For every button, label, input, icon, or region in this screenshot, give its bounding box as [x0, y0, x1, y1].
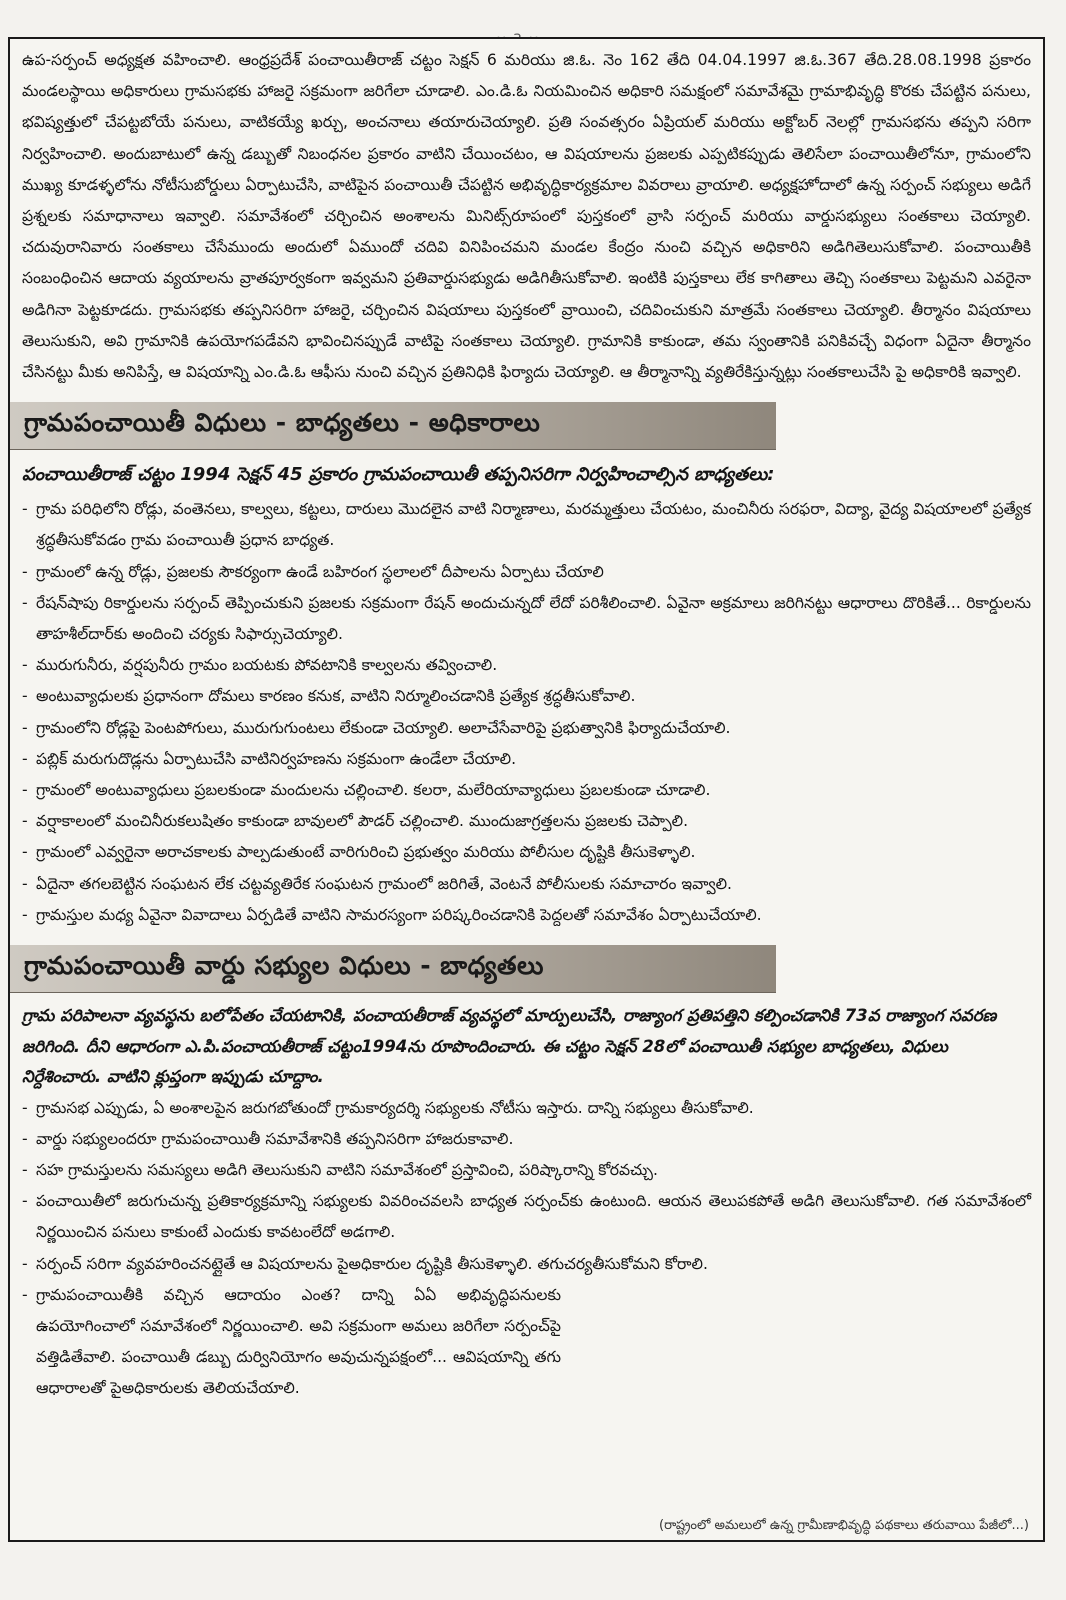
section-heading-text: గ్రామపంచాయితీ వార్డు సభ్యుల విధులు - బాధ్యతలు: [24, 950, 544, 980]
list-item: - గ్రామంలో అంటువ్యాధులు ప్రబలకుండా మందులను చల్లించాలి. కలరా, మలేరియావ్యాధులు ప్రబలకుండా చూడాలి.: [22, 775, 1031, 806]
list-item: - రేషన్‌షాపు రికార్డులను సర్పంచ్ తెప్పించుకుని ప్రజలకు సక్రమంగా రేషన్ అందుచున్నదో లేదో పరిశీలించాలి. ఏవైనా అక్రమాలు జరిగినట్టు ఆధారాలు దొరికితే... రికార్డులను తాహశీల్‌దార్‌కు అందించి చర్యకు సిఫార్సుచెయ్యాలి.: [22, 588, 1031, 650]
section-heading-panchayat-duties: [10, 402, 776, 450]
list-item: - సర్పంచ్ సరిగా వ్యవహరించనట్లైతే ఆ విషయాలను పైఅధికారుల దృష్టికి తీసుకెళ్ళాలి. తగుచర్యతీసుకోమని కోరాలి.: [22, 1249, 1031, 1280]
list-item: - మురుగునీరు, వర్షపునీరు గ్రామం బయటకు పోవటానికి కాల్వలను తవ్వించాలి.: [22, 650, 1031, 681]
list-item: - సహ గ్రామస్తులను సమస్యలు అడిగి తెలుసుకుని వాటిని సమావేశంలో ప్రస్తావించి, పరిష్కారాన్ని కోరవచ్చు.: [22, 1155, 1031, 1186]
list-item: - గ్రామపంచాయితీకి వచ్చిన ఆదాయం ఎంత? దాన్ని ఏఏ అభివృద్ధిపనులకు ఉపయోగించాలో సమావేశంలో నిర్ణయించాలి. అవి సక్రమంగా అమలు జరిగేలా సర్పంచ్‌పై వత్తిడితేవాలి. పంచాయితీ డబ్బు దుర్వినియోగం అవుచున్నపక్షంలో... ఆవిషయాన్ని తగు ఆధారాలతో పైఅధికారులకు తెలియచేయాలి.: [22, 1280, 1031, 1405]
section-heading-ward-member-duties: [10, 945, 776, 993]
list-item: - గ్రామంలో ఉన్న రోడ్లు, ప్రజలకు సౌకర్యంగా ఉండే బహిరంగ స్థలాలలో దీపాలను ఏర్పాటు చేయాలి: [22, 557, 1031, 588]
document-page: [8, 37, 1045, 1542]
list-item: - అంటువ్యాధులకు ప్రధానంగా దోమలు కారణం కనుక, వాటిని నిర్మూలించడానికి ప్రత్యేక శ్రద్ధతీసుకోవాలి.: [22, 681, 1031, 712]
list-item: - పంచాయితీలో జరుగుచున్న ప్రతికార్యక్రమాన్ని సభ్యులకు వివరించవలసి బాధ్యత సర్పంచ్‌కు ఉంటుంది. ఆయన తెలుపకపోతే అడిగి తెలుసుకోవాలి. గత సమావేశంలో నిర్ణయించిన పనులు కాకుంటే ఎందుకు కావటంలేదో అడగాలి.: [22, 1186, 1031, 1248]
list-item: - గ్రామ పరిధిలోని రోడ్లు, వంతెనలు, కాల్వలు, కట్టలు, దారులు మొదలైన వాటి నిర్మాణాలు, మరమ్మత్తులు చేయటం, మంచినీరు సరఫరా, విద్యా, వైద్య విషయాలలో ప్రత్యేక శ్రద్ధతీసుకోవడం గ్రామ పంచాయితీ ప్రధాన బాధ్యత.: [22, 494, 1031, 556]
section-heading-text: గ్రామపంచాయితీ విధులు - బాధ్యతలు - అధికారాలు: [24, 407, 541, 437]
panchayat-duties-list: [22, 494, 1031, 931]
continued-footnote: (రాష్ట్రంలో అమలులో ఉన్న గ్రామీణాభివృద్ధి పథకాలు తరువాయి పేజీలో...): [651, 1518, 1029, 1536]
list-item: - గ్రామసభ ఎప్పుడు, ఏ అంశాలపైన జరుగబోతుందో గ్రామకార్యదర్శి సభ్యులకు నోటీసు ఇస్తారు. దాన్ని సభ్యులు తీసుకోవాలి.: [22, 1093, 1031, 1124]
ward-member-duties-list: [22, 1093, 1031, 1405]
list-item: - వార్డు సభ్యులందరూ గ్రామపంచాయితీ సమావేశానికి తప్పనిసరిగా హాజరుకావాలి.: [22, 1124, 1031, 1155]
list-item: - ఏదైనా తగలబెట్టిన సంఘటన లేక చట్టవ్యతిరేక సంఘటన గ్రామంలో జరిగితే, వెంటనే పోలీసులకు సమాచారం ఇవ్వాలి.: [22, 869, 1031, 900]
ward-members-intro: గ్రామ పరిపాలనా వ్యవస్థను బలోపేతం చేయటానికి, పంచాయతీరాజ్ వ్యవస్థలో మార్పులుచేసి, రాజ్యాంగ ప్రతిపత్తిని కల్పించడానికి 73వ రాజ్యాంగ సవరణ జరిగింది. దీని ఆధారంగా ఎ.పి.పంచాయతీరాజ్ చట్టం1994ను రూపొందించారు. ఈ చట్టం సెక్షన్ 28లో పంచాయితీ సభ్యుల బాధ్యతలు, విధులు నిర్దేశించారు. వాటిని క్లుప్తంగా ఇప్పుడు చూద్దాం.: [22, 1006, 997, 1087]
section45-subheading: పంచాయితీరాజ్ చట్టం 1994 సెక్షన్ 45 ప్రకారం గ్రామపంచాయితీ తప్పనిసరిగా నిర్వహించాల్సిన బాధ్యతలు:: [22, 464, 775, 486]
page-content: [10, 39, 1043, 1405]
list-item: - వర్షాకాలంలో మంచినీరుకలుషితం కాకుండా బావులలో పౌడర్ చల్లించాలి. ముందుజాగ్రత్తలను ప్రజలకు చెప్పాలి.: [22, 806, 1031, 837]
list-item: - గ్రామంలోని రోడ్లపై పెంటపోగులు, మురుగుగుంటలు లేకుండా చెయ్యాలి. అలాచేసేవారిపై ప్రభుత్వానికి ఫిర్యాదుచేయాలి.: [22, 713, 1031, 744]
intro-paragraph: ఉప-సర్పంచ్ అధ్యక్షత వహించాలి. ఆంధ్రప్రదేశ్ పంచాయితీరాజ్ చట్టం సెక్షన్ 6 మరియు జి.ఓ. నెం 162 తేది 04.04.1997 జి.ఓ.367 తేది.28.08.1998 ప్రకారం మండలస్థాయి అధికారులు గ్రామసభకు హాజరై సక్రమంగా జరిగేలా చూడాలి. ఎం.డి.ఓ నియమించిన అధికారి సమక్షంలో సమావేశమై గ్రామాభివృద్ధి కొరకు చేపట్టిన పనులు, భవిష్యత్తులో చేపట్టబోయే పనులు, వాటికయ్యే ఖర్చు, అంచనాలు తయారుచెయ్యాలి. ప్రతి సంవత్సరం ఏప్రియల్ మరియు అక్టోబర్ నెలల్లో గ్రామసభను తప్పని సరిగా నిర్వహించాలి. అందుబాటులో ఉన్న డబ్బుతో నిబంధనల ప్రకారం వాటిని చేయించటం, ఆ విషయాలను ప్రజలకు ఎప్పటికప్పుడు తెలిసేలా పంచాయితీలోనూ, గ్రామంలోని ముఖ్య కూడళ్ళలోను నోటీసుబోర్డులు ఏర్పాటుచేసి, వాటిపైన పంచాయితీ చేపట్టిన అభివృద్ధికార్యక్రమాల వివరాలు వ్రాయాలి. అధ్యక్షహోదాలో ఉన్న సర్పంచ్ సభ్యులు అడిగే ప్రశ్నలకు సమాధానాలు ఇవ్వాలి. సమావేశంలో చర్చించిన అంశాలను మినిట్స్‌రూపంలో పుస్తకంలో వ్రాసి సర్పంచ్ మరియు వార్డుసభ్యులు సంతకాలు చెయ్యాలి. చదువురానివారు సంతకాలు చేసేముందు అందులో ఏముందో చదివి వినిపించమని మండల కేంద్రం నుంచి వచ్చిన అధికారిని అడిగితెలుసుకోవాలి. పంచాయితీకి సంబంధించిన ఆదాయ వ్యయాలను వ్రాతపూర్వకంగా ఇవ్వమని ప్రతివార్డుసభ్యుడు అడిగితీసుకోవాలి. ఇంటికి పుస్తకాలు లేక కాగితాలు తెచ్చి సంతకాలు పెట్టమని ఎవరైనా అడిగినా పెట్టకూడదు. గ్రామసభకు తప్పనిసరిగా హాజరై, చర్చించిన విషయాలు పుస్తకంలో వ్రాయించి, చదివించుకుని మాత్రమే సంతకాలు చెయ్యాలి. తీర్మానం విషయాలు తెలుసుకుని, అవి గ్రామానికి ఉపయోగపడేవని భావించినప్పుడే వాటిపై సంతకాలు చెయ్యాలి. గ్రామానికి కాకుండా, తమ స్వంతానికి పనికివచ్చే విధంగా ఏదైనా తీర్మానం చేసినట్టు మీకు అనిపిస్తే, ఆ విషయాన్ని ఎం.డి.ఓ ఆఫీసు నుంచి వచ్చిన ప్రతినిధికి ఫిర్యాదు చెయ్యాలి. ఆ తీర్మానాన్ని వ్యతిరేకిస్తున్నట్లు సంతకాలుచేసి పై అధికారికి ఇవ్వాలి.: [22, 51, 1031, 382]
list-item: - పబ్లిక్ మరుగుదొడ్లను ఏర్పాటుచేసి వాటినిర్వహణను సక్రమంగా ఉండేలా చేయాలి.: [22, 744, 1031, 775]
list-item: - గ్రామస్తుల మధ్య ఏవైనా వివాదాలు ఏర్పడితే వాటిని సామరస్యంగా పరిష్కరించడానికి పెద్దలతో సమావేశం ఏర్పాటుచేయాలి.: [22, 900, 1031, 931]
list-item: - గ్రామంలో ఎవ్వరైనా అరాచకాలకు పాల్పడుతుంటే వారిగురించి ప్రభుత్వం మరియు పోలీసుల దృష్టికి తీసుకెళ్ళాలి.: [22, 837, 1031, 868]
